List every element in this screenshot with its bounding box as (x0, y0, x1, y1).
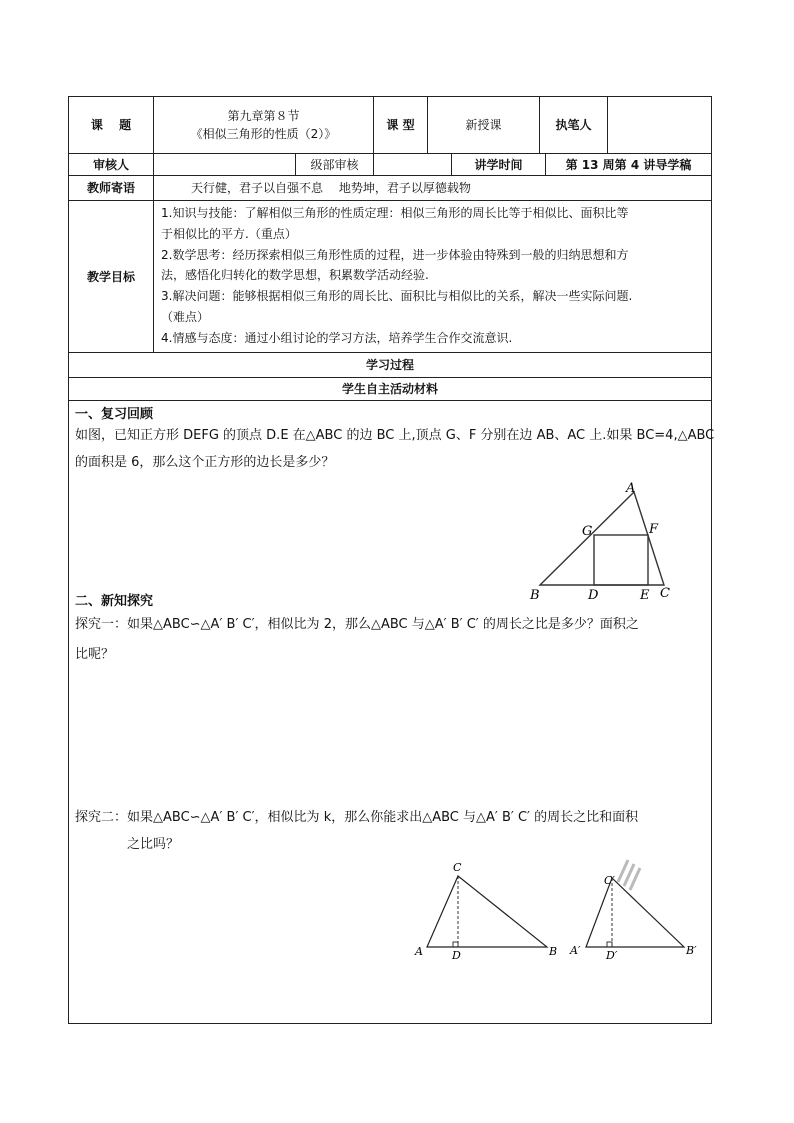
right-angle-mark (453, 942, 458, 947)
explore-heading: 二、新知探究 (75, 594, 154, 609)
label-a-prime: A′ (570, 944, 581, 957)
explore-q1-line1: 探究一：如果△ABC∽△A′ B′ C′，相似比为 2，那么△ABC 与△A′ B′ C′ 的周长之比是多少？面积之 (75, 617, 639, 632)
label-g: G (582, 524, 593, 539)
label-e: E (640, 588, 650, 603)
triangle-abc (540, 492, 664, 585)
triangle-abc-prime-figure (566, 858, 706, 964)
decorative-stripes (618, 860, 640, 890)
explore-q2-line2: 之比吗？ (127, 837, 180, 852)
review-question-line2: 的面积是 6，那么这个正方形的边长是多少？ (75, 455, 335, 470)
time-label: 讲学时间 (474, 157, 523, 172)
material-title: 学生自主活动材料 (341, 382, 438, 396)
motto-label: 教师寄语 (86, 181, 135, 195)
triangle-abc-prime-shape (586, 878, 684, 947)
goal-line: 4.情感与态度：通过小组讨论的学习方法，培养学生合作交流意识. (161, 330, 513, 345)
reviewer-label: 审核人 (92, 157, 129, 172)
label-b: B (549, 945, 558, 958)
label-b: B (530, 588, 540, 603)
label-c: C (453, 861, 462, 874)
explore-q1-line2: 比呢？ (75, 647, 115, 662)
square-in-triangle-figure (520, 478, 690, 604)
time-value: 第 13 周第 4 讲导学稿 (565, 157, 692, 172)
label-d-prime: D′ (606, 949, 618, 962)
reviewer-value (154, 154, 295, 175)
label-c: C (660, 586, 670, 601)
label-b-prime: B′ (686, 944, 697, 957)
row-divider (69, 400, 711, 401)
author-value (608, 97, 711, 153)
review-heading: 一、复习回顾 (75, 407, 154, 422)
explore-q2-line1: 探究二：如果△ABC∽△A′ B′ C′，相似比为 k，那么你能求出△ABC 与△A′ B′ C′ 的周长之比和面积 (75, 810, 639, 825)
type-value: 新授课 (465, 118, 502, 132)
goal-line: 于相似比的平方.（重点） (161, 226, 297, 241)
square-defg (594, 535, 648, 585)
goal-line: （难点） (161, 309, 210, 324)
label-c-prime: C′ (604, 874, 615, 887)
goals-list (161, 203, 709, 349)
triangle-abc-altitude-figure (410, 858, 560, 964)
goal-line: 2.数学思考：经历探索相似三角形性质的过程，进一步体验由特殊到一般的归纳思想和方 (161, 247, 629, 262)
motto-value: 天行健，君子以自强不息 地势坤，君子以厚德载物 (191, 181, 471, 195)
goal-line: 1.知识与技能：了解相似三角形的性质定理：相似三角形的周长比等于相似比、面积比等 (161, 206, 629, 220)
label-d: D (452, 949, 461, 962)
topic-value (154, 101, 373, 149)
right-angle-mark (607, 942, 612, 947)
dept-review-label: 级部审核 (310, 157, 359, 172)
topic-chapter: 第九章第８节 (227, 109, 300, 123)
topic-label: 课 题 (90, 118, 132, 132)
row-divider (69, 200, 711, 201)
author-label: 执笔人 (555, 118, 592, 132)
dept-review-value (374, 154, 451, 175)
goal-line: 3.解决问题：能够根据相似三角形的周长比、面积比与相似比的关系，解决一些实际问题. (161, 289, 633, 304)
label-a: A (626, 481, 636, 496)
topic-title: 《相似三角形的性质（2）》 (190, 127, 337, 141)
label-f: F (649, 522, 659, 537)
goal-line: 法，感悟化归转化的数学思想，积累数学活动经验. (161, 268, 429, 283)
process-title: 学习过程 (365, 358, 414, 372)
review-question-line1: 如图，已知正方形 DEFG 的顶点 D.E 在△ABC 的边 BC 上,顶点 G、F 分别在边 AB、AC 上.如果 BC=4,△ABC (75, 428, 715, 443)
type-label: 课 型 (386, 118, 415, 132)
label-a: A (415, 945, 423, 958)
goals-label: 教学目标 (86, 269, 135, 284)
label-d: D (588, 588, 599, 603)
triangle-abc-shape (427, 876, 547, 947)
